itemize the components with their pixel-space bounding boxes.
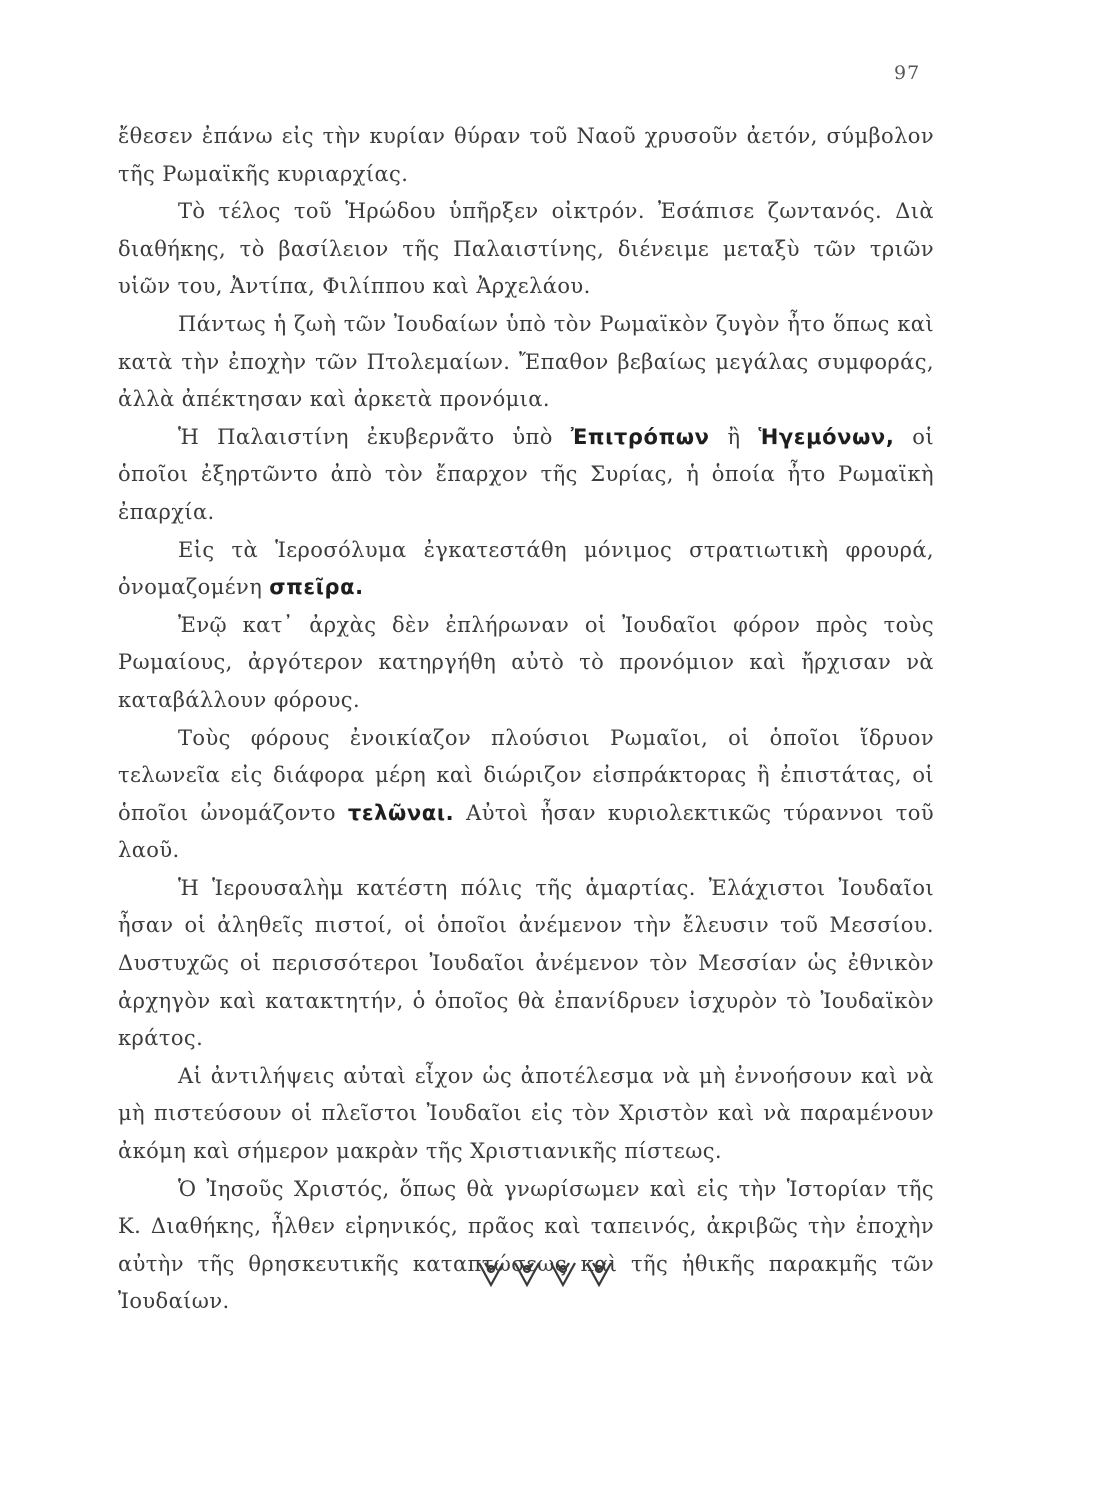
paragraph-10: Ὁ Ἰησοῦς Χριστός, ὅπως θὰ γνωρίσωμεν καὶ εἰς τὴν Ἱστορίαν τῆς Κ. Διαθήκης, ἦλθεν εἰρηνικός, πρᾶος καὶ ταπεινός, ἀκριβῶς τὴν ἐποχὴν αὐτὴν τῆς θρησκευτικῆς καταπτώσεως καὶ τῆς ἠθικῆς παρακμῆς τῶν Ἰουδαίων. — [118, 1176, 934, 1314]
term-igemonon: Ἡγεμόνων, — [758, 424, 895, 449]
paragraph-3: Πάντως ἡ ζωὴ τῶν Ἰουδαίων ὑπὸ τὸν Ρωμαϊκὸν ζυγὸν ἦτο ὅπως καὶ κατὰ τὴν ἐποχὴν τῶν Πτολεμαίων. Ἔπαθον βεβαίως μεγάλας συμφοράς, ἀλλὰ ἀπέκτησαν καὶ ἀρκετὰ προνόμια. — [118, 311, 934, 412]
paragraph-1: ἔθεσεν ἐπάνω εἰς τὴν κυρίαν θύραν τοῦ Ναοῦ χρυσοῦν ἀετόν, σύμβολον τῆς Ρωμαϊκῆς κυριαρχίας. — [118, 124, 934, 186]
body-text — [118, 118, 934, 1321]
paragraph-4-text-a: Ἡ Παλαιστίνη ἐκυβερνᾶτο ὑπὸ — [178, 424, 571, 449]
page-number: 97 — [894, 62, 921, 84]
paragraph-7-text-b: Αὐτοὶ ἦσαν κυριολεκτικῶς τύραννοι τοῦ λαοῦ. — [118, 800, 934, 863]
paragraph-5-text-a: Εἰς τὰ Ἱεροσόλυμα ἐγκατεστάθη μόνιμος στρατιωτικὴ φρουρά, ὀνομαζομένη — [118, 537, 934, 600]
paragraph-4-text-b: ἢ — [709, 424, 759, 449]
paragraph-7 — [118, 720, 934, 870]
paragraph-5 — [118, 532, 934, 607]
term-epitropon: Ἐπιτρόπων — [570, 424, 710, 449]
paragraph-8: Ἡ Ἱερουσαλὴμ κατέστη πόλις τῆς ἁμαρτίας. Ἐλάχιστοι Ἰουδαῖοι ἦσαν οἱ ἀληθεῖς πιστοί, οἱ ὁποῖοι ἀνέμενον τὴν ἔλευσιν τοῦ Μεσσίου. Δυστυχῶς οἱ περισσότεροι Ἰουδαῖοι ἀνέμενον τὸν Μεσσίαν ὡς ἐθνικὸν ἀρχηγὸν καὶ κατακτητήν, ὁ ὁποῖος θὰ ἐπανίδρυεν ἰσχυρὸν τὸ Ἰουδαϊκὸν κράτος. — [118, 875, 934, 1051]
term-speira: σπεῖρα. — [269, 575, 364, 600]
paragraph-7-text-a: Τοὺς φόρους ἐνοικίαζον πλούσιοι Ρωμαῖοι, οἱ ὁποῖοι ἵδρυον τελωνεῖα εἰς διάφορα μέρη καὶ διώριζον εἰσπράκτορας ἢ ἐπιστάτας, οἱ ὁποῖοι ὠνομάζοντο — [118, 725, 934, 825]
decorative-ornament-icon — [0, 1255, 1096, 1298]
paragraph-6: Ἐνῷ κατ᾽ ἀρχὰς δὲν ἐπλήρωναν οἱ Ἰουδαῖοι φόρον πρὸς τοὺς Ρωμαίους, ἀργότερον κατηργήθη αὐτὸ τὸ προνόμιον καὶ ἤρχισαν νὰ καταβάλλουν φόρους. — [118, 612, 934, 712]
paragraph-4-text-c: οἱ ὁποῖοι ἐξηρτῶντο ἀπὸ τὸν ἔπαρχον τῆς Συρίας, ἡ ὁποία ἦτο Ρωμαϊκὴ ἐπαρχία. — [118, 424, 934, 524]
paragraph-4 — [118, 419, 934, 532]
ornament-svg — [473, 1255, 623, 1289]
term-telonai: τελῶναι. — [347, 800, 455, 825]
paragraph-2: Τὸ τέλος τοῦ Ἡρώδου ὑπῆρξεν οἰκτρόν. Ἐσάπισε ζωντανός. Διὰ διαθήκης, τὸ βασίλειον τῆς Παλαιστίνης, διένειμε μεταξὺ τῶν τριῶν υἱῶν του, Ἀντίπα, Φιλίππου καὶ Ἀρχελάου. — [118, 199, 934, 299]
paragraph-9: Αἱ ἀντιλήψεις αὐταὶ εἶχον ὡς ἀποτέλεσμα νὰ μὴ ἐννοήσουν καὶ νὰ μὴ πιστεύσουν οἱ πλεῖστοι Ἰουδαῖοι εἰς τὸν Χριστὸν καὶ νὰ παραμένουν ἀκόμη καὶ σήμερον μακρὰν τῆς Χριστιανικῆς πίστεως. — [118, 1063, 934, 1164]
